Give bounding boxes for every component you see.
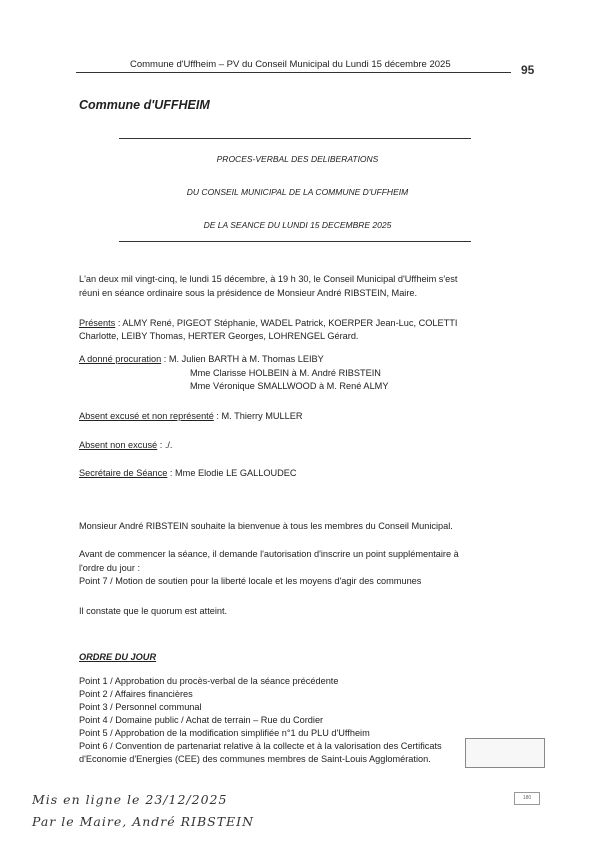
title-rule-top bbox=[119, 138, 471, 139]
intro-line-1: L'an deux mil vingt-cinq, le lundi 15 décembre, à 19 h 30, le Conseil Municipal d'Uffheim s'est bbox=[79, 274, 458, 284]
header-rule bbox=[76, 72, 511, 73]
presents-label: Présents bbox=[79, 318, 116, 328]
agenda-point-6-continued: d'Economie d'Energies (CEE) des communes membres de Saint-Louis Agglomération. bbox=[79, 754, 431, 764]
reception-stamp bbox=[465, 738, 545, 768]
title-line-2: DU CONSEIL MUNICIPAL DE LA COMMUNE D'UFFHEIM bbox=[186, 187, 409, 197]
agenda-point-1: Point 1 / Approbation du procès-verbal de la séance précédente bbox=[79, 676, 339, 686]
procuration-line-2: Mme Clarisse HOLBEIN à M. André RIBSTEIN bbox=[190, 368, 381, 378]
request-line-2: l'ordre du jour : bbox=[79, 563, 140, 573]
stamp-number: 180 bbox=[514, 792, 540, 805]
absent-excuse bbox=[79, 411, 303, 423]
agenda-point-3: Point 3 / Personnel communal bbox=[79, 702, 202, 712]
request-line-3: Point 7 / Motion de soutien pour la liberté locale et les moyens d'agir des communes bbox=[79, 576, 422, 586]
title-rule-bottom bbox=[119, 241, 471, 242]
procuration-line-1 bbox=[79, 354, 324, 366]
page-number: 95 bbox=[521, 63, 535, 77]
secretaire-label: Secrétaire de Séance bbox=[79, 468, 168, 478]
procuration-line-3: Mme Véronique SMALLWOOD à M. René ALMY bbox=[190, 381, 389, 391]
absent-excuse-value: : M. Thierry MULLER bbox=[213, 411, 303, 421]
presents-text: : ALMY René, PIGEOT Stéphanie, WADEL Patrick, KOERPER Jean-Luc, COLETTI bbox=[115, 318, 458, 328]
presents-line-1 bbox=[79, 318, 457, 330]
procuration-label: A donné procuration bbox=[79, 354, 162, 364]
title-line-3: DE LA SEANCE DU LUNDI 15 DECEMBRE 2025 bbox=[203, 220, 392, 230]
absent-non-excuse-label: Absent non excusé bbox=[79, 440, 158, 450]
ordre-du-jour-title: ORDRE DU JOUR bbox=[79, 652, 157, 662]
agenda-point-2: Point 2 / Affaires financières bbox=[79, 689, 193, 699]
agenda-point-5: Point 5 / Approbation de la modification simplifiée n°1 du PLU d'Uffheim bbox=[79, 728, 370, 738]
absent-non-excuse-value: : ./. bbox=[157, 440, 173, 450]
presents-line-2: Charlotte, LEIBY Thomas, HERTER Georges, LOHRENGEL Gérard. bbox=[79, 331, 359, 341]
running-header: Commune d'Uffheim – PV du Conseil Municipal du Lundi 15 décembre 2025 bbox=[130, 59, 451, 70]
agenda-point-4: Point 4 / Domaine public / Achat de terrain – Rue du Cordier bbox=[79, 715, 324, 725]
handwritten-line-1: Mis en ligne le 23/12/2025 bbox=[32, 792, 228, 807]
title-line-1: PROCES-VERBAL DES DELIBERATIONS bbox=[216, 154, 379, 164]
absent-excuse-label: Absent excusé et non représenté bbox=[79, 411, 214, 421]
welcome-text: Monsieur André RIBSTEIN souhaite la bienvenue à tous les membres du Conseil Municipal. bbox=[79, 521, 453, 531]
procuration-text: : M. Julien BARTH à M. Thomas LEIBY bbox=[161, 354, 324, 364]
request-line-1: Avant de commencer la séance, il demande l'autorisation d'inscrire un point supplémentaire à bbox=[79, 549, 459, 559]
secretaire bbox=[79, 468, 297, 480]
intro-line-2: réuni en séance ordinaire sous la présidence de Monsieur André RIBSTEIN, Maire. bbox=[79, 288, 418, 298]
agenda-point-6: Point 6 / Convention de partenariat relative à la collecte et à la valorisation des Certificats bbox=[79, 741, 442, 751]
commune-title: Commune d'UFFHEIM bbox=[79, 98, 210, 112]
secretaire-value: : Mme Elodie LE GALLOUDEC bbox=[167, 468, 297, 478]
quorum-text: Il constate que le quorum est atteint. bbox=[79, 606, 228, 616]
handwritten-line-2: Par le Maire, André RIBSTEIN bbox=[32, 814, 255, 829]
absent-non-excuse bbox=[79, 440, 172, 452]
